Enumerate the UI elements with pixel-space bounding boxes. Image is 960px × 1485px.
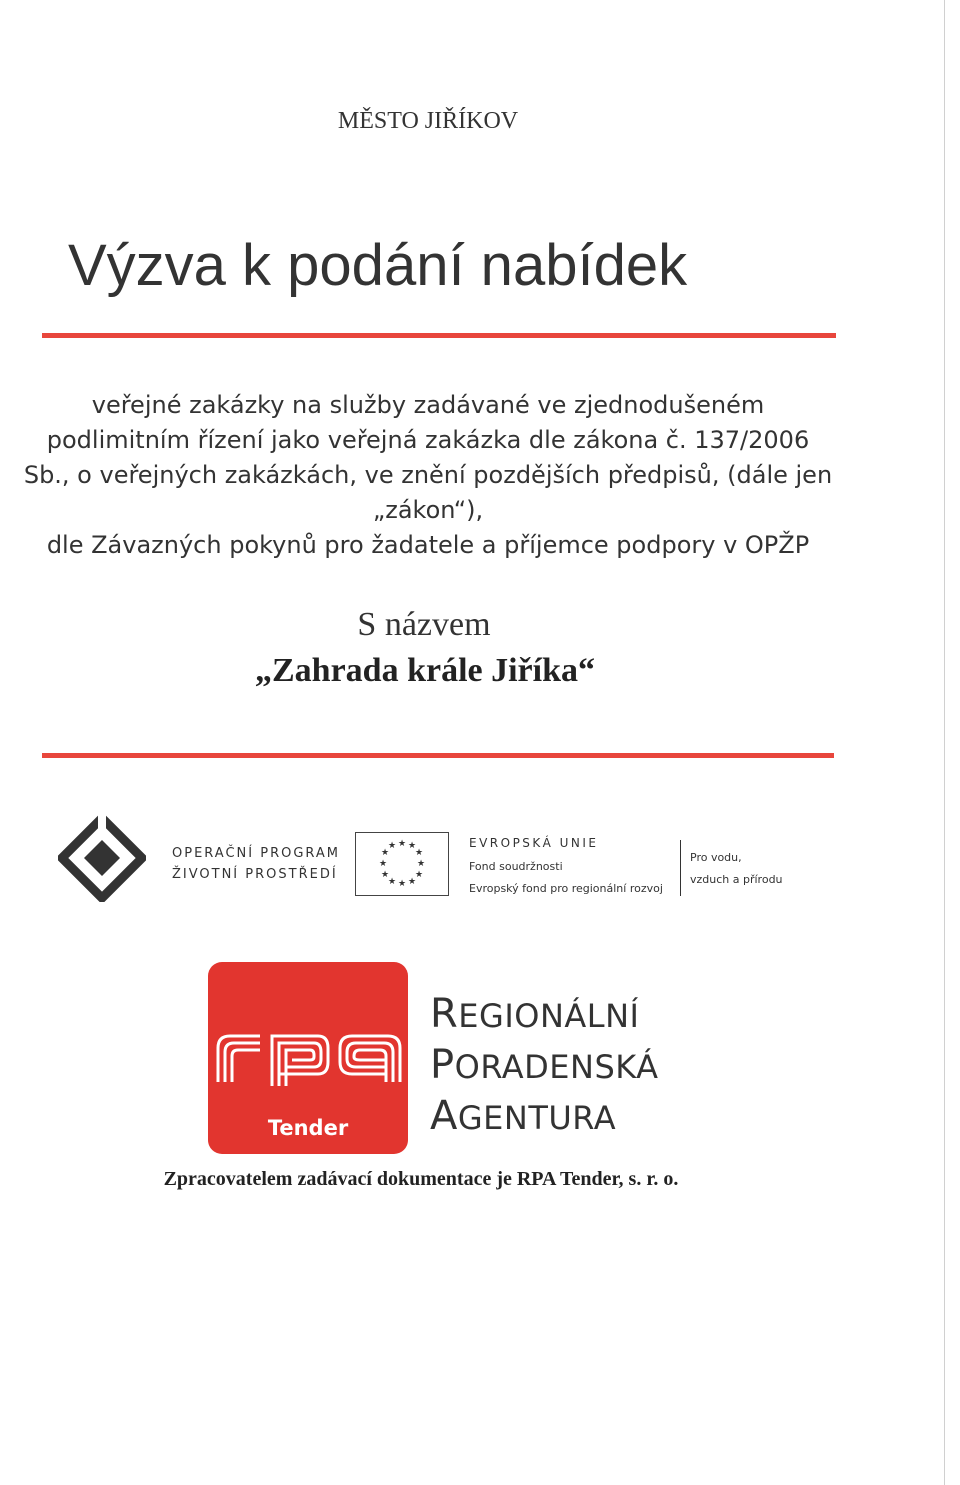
svg-text:★: ★ bbox=[407, 841, 417, 851]
eu-fund-2: Evropský fond pro regionální rozvoj bbox=[469, 882, 663, 895]
rpa-tender-logo-icon bbox=[208, 962, 408, 1154]
op-zp-logo-icon bbox=[58, 814, 146, 902]
description-line: Sb., o veřejných zakázkách, ve znění pozdějších předpisů, (dále jen bbox=[23, 461, 833, 489]
rpa-company-name bbox=[430, 990, 659, 1143]
slogan-line-2: vzduch a přírodu bbox=[690, 873, 783, 886]
svg-text:★: ★ bbox=[380, 848, 390, 858]
document-title: Výzva k podání nabídek bbox=[68, 233, 688, 298]
eu-heading: EVROPSKÁ UNIE bbox=[469, 836, 599, 850]
red-divider-top bbox=[42, 333, 836, 338]
svg-text:★: ★ bbox=[387, 877, 397, 887]
description-line: dle Závazných pokynů pro žadatele a příjemce podpory v OPŽP bbox=[46, 531, 810, 559]
eu-flag-icon bbox=[355, 832, 449, 896]
rpa-line-1-cap: R bbox=[430, 991, 459, 1037]
eu-stars-icon bbox=[356, 833, 448, 895]
svg-text:★: ★ bbox=[416, 859, 426, 869]
rpa-line-2-cap: P bbox=[430, 1042, 455, 1088]
slogan-text bbox=[690, 847, 783, 891]
organization-name: MĚSTO JIŘÍKOV bbox=[337, 108, 519, 134]
slogan-line-1: Pro vodu, bbox=[690, 851, 742, 864]
svg-text:★: ★ bbox=[387, 841, 397, 851]
logo-divider bbox=[680, 840, 681, 896]
op-line-2: ŽIVOTNÍ PROSTŘEDÍ bbox=[172, 867, 338, 882]
rpa-line-1 bbox=[430, 990, 659, 1041]
op-line-1: OPERAČNÍ PROGRAM bbox=[172, 846, 341, 861]
rpa-line-3 bbox=[430, 1092, 659, 1143]
svg-text:★: ★ bbox=[414, 870, 424, 880]
rpa-line-1-rest: EGIONÁLNÍ bbox=[458, 997, 640, 1035]
svg-text:★: ★ bbox=[380, 870, 390, 880]
svg-text:★: ★ bbox=[414, 848, 424, 858]
svg-text:★: ★ bbox=[407, 877, 417, 887]
description-block bbox=[10, 388, 846, 563]
description-line: podlimitním řízení jako veřejná zakázka dle zákona č. 137/2006 bbox=[46, 426, 810, 454]
description-line: veřejné zakázky na služby zadávané ve zjednodušeném bbox=[91, 391, 765, 419]
project-name: „Zahrada krále Jiříka“ bbox=[254, 652, 596, 689]
op-program-text bbox=[172, 843, 340, 885]
description-line: „zákon“), bbox=[372, 496, 484, 524]
red-divider-bottom bbox=[42, 753, 834, 758]
prepared-by-text: Zpracovatelem zadávací dokumentace je RPA Tender, s. r. o. bbox=[163, 1168, 679, 1190]
eu-text-block bbox=[469, 836, 663, 900]
svg-text:★: ★ bbox=[397, 839, 407, 849]
rpa-line-2 bbox=[430, 1041, 659, 1092]
rpa-line-3-cap: A bbox=[430, 1093, 458, 1139]
eu-fund-1: Fond soudržnosti bbox=[469, 860, 563, 873]
svg-text:★: ★ bbox=[378, 859, 388, 869]
scan-edge-line bbox=[944, 0, 945, 1485]
svg-text:★: ★ bbox=[397, 879, 407, 889]
rpa-line-2-rest: ORADENSKÁ bbox=[454, 1048, 659, 1086]
rpa-line-3-rest: GENTURA bbox=[457, 1099, 617, 1137]
rpa-tender-label: Tender bbox=[267, 1116, 349, 1140]
project-prefix: S názvem bbox=[357, 606, 491, 643]
